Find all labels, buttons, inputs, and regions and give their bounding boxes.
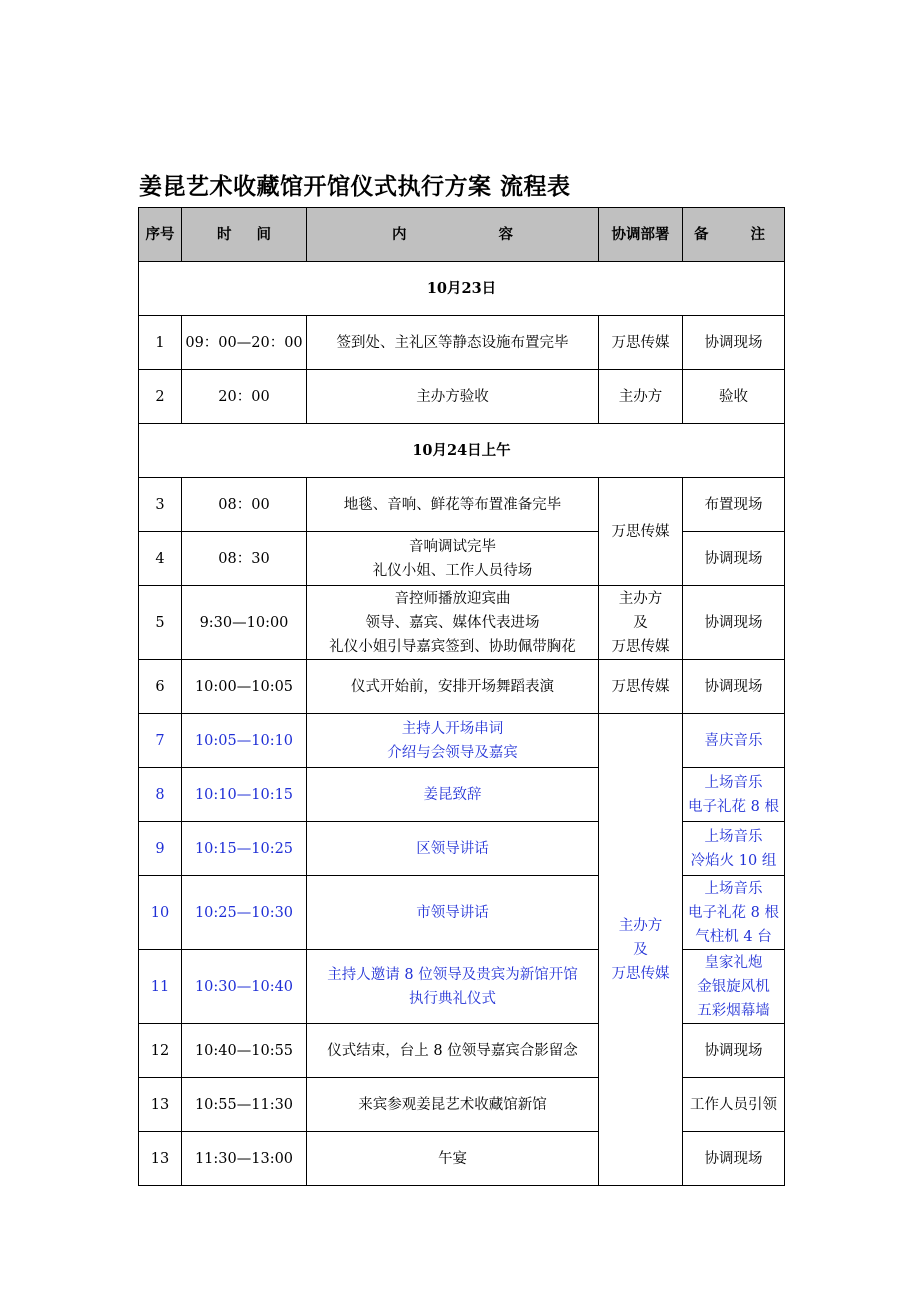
row-seq: 8 [139,768,182,822]
row-time: 10:25—10:30 [182,876,307,950]
row-time: 11:30—13:00 [182,1132,307,1186]
row-content-line: 领导、嘉宾、媒体代表进场 [365,614,540,631]
table-row [139,316,785,370]
row-seq: 13 [139,1078,182,1132]
section-date-day1: 10月23日 [139,262,785,316]
row-content: 签到处、主礼区等静态设施布置完毕 [307,316,599,370]
row-note-line: 上场音乐 [704,828,763,845]
schedule-table [138,207,785,1186]
row-time: 9:30—10:00 [182,586,307,660]
row-seq: 4 [139,532,182,586]
row-content: 来宾参观姜昆艺术收藏馆新馆 [307,1078,599,1132]
row-content: 市领导讲话 [307,876,599,950]
row-dept: 万思传媒 [599,316,683,370]
row-note [683,876,785,950]
section-row-day1 [139,262,785,316]
row-content [307,714,599,768]
row-seq: 9 [139,822,182,876]
row-content-line: 执行典礼仪式 [409,990,496,1007]
row-note-line: 五彩烟幕墙 [697,1002,770,1019]
row-content: 区领导讲话 [307,822,599,876]
row-time: 10:15—10:25 [182,822,307,876]
row-time: 10:30—10:40 [182,950,307,1024]
row-note-line: 电子礼花 8 根 [688,904,779,921]
row-note: 协调现场 [683,532,785,586]
row-content [307,950,599,1024]
row-note-line: 金银旋风机 [697,978,770,995]
row-note [683,822,785,876]
table-row [139,714,785,768]
row-content: 主办方验收 [307,370,599,424]
table-row [139,478,785,532]
header-note-part-b: 注 [750,225,765,243]
row-time: 10:00—10:05 [182,660,307,714]
header-seq: 序号 [139,208,182,262]
table-row [139,1078,785,1132]
row-note: 协调现场 [683,660,785,714]
document-title: 姜昆艺术收藏馆开馆仪式执行方案 流程表 [139,173,571,200]
header-content-part-a: 内 [392,225,407,243]
row-time: 08：30 [182,532,307,586]
row-dept-merged [599,714,683,1186]
row-note-line: 上场音乐 [704,774,763,791]
row-content: 姜昆致辞 [307,768,599,822]
section-row-day2 [139,424,785,478]
table-row [139,822,785,876]
row-dept-line: 主办方 [618,590,663,607]
row-note: 验收 [683,370,785,424]
row-note-line: 冷焰火 10 组 [690,852,777,869]
header-note [683,208,785,262]
row-note: 工作人员引领 [683,1078,785,1132]
row-note-line: 上场音乐 [704,880,763,897]
row-note-line: 皇家礼炮 [704,954,763,971]
row-note-line: 电子礼花 8 根 [688,798,779,815]
row-note: 协调现场 [683,1132,785,1186]
row-dept-line: 主办方 [618,917,663,934]
row-content-line: 礼仪小姐引导嘉宾签到、协助佩带胸花 [329,638,576,655]
row-content-line: 礼仪小姐、工作人员待场 [372,562,533,579]
row-content: 仪式开始前，安排开场舞蹈表演 [307,660,599,714]
table-row [139,1132,785,1186]
table-row [139,660,785,714]
row-note: 协调现场 [683,1024,785,1078]
row-seq: 7 [139,714,182,768]
header-time-part-a: 时 [217,225,232,243]
table-row [139,950,785,1024]
row-time: 10:10—10:15 [182,768,307,822]
row-seq: 13 [139,1132,182,1186]
row-content: 地毯、音响、鲜花等布置准备完毕 [307,478,599,532]
row-content-line: 音响调试完毕 [409,538,496,555]
row-seq: 6 [139,660,182,714]
row-note [683,768,785,822]
row-dept: 主办方 [599,370,683,424]
row-dept-line: 万思传媒 [611,638,670,655]
row-dept-merged: 万思传媒 [599,478,683,586]
row-dept [599,586,683,660]
row-dept-line: 及 [633,941,648,958]
row-content-line: 介绍与会领导及嘉宾 [387,744,518,761]
row-note: 布置现场 [683,478,785,532]
row-note: 协调现场 [683,316,785,370]
row-seq: 10 [139,876,182,950]
header-dept: 协调部署 [599,208,683,262]
row-dept: 万思传媒 [599,660,683,714]
row-time: 10:40—10:55 [182,1024,307,1078]
row-seq: 5 [139,586,182,660]
row-content [307,586,599,660]
row-content-line: 音控师播放迎宾曲 [394,590,511,607]
header-time-part-b: 间 [256,225,271,243]
row-content: 仪式结束，台上 8 位领导嘉宾合影留念 [307,1024,599,1078]
row-content [307,532,599,586]
row-seq: 2 [139,370,182,424]
row-note [683,950,785,1024]
row-time: 10:55—11:30 [182,1078,307,1132]
row-time: 09：00—20：00 [182,316,307,370]
row-seq: 1 [139,316,182,370]
row-seq: 3 [139,478,182,532]
table-row [139,768,785,822]
table-row [139,1024,785,1078]
table-header-row [139,208,785,262]
row-content-line: 主持人开场串词 [401,720,504,737]
header-content-part-b: 容 [498,225,513,243]
table-row [139,370,785,424]
row-note: 喜庆音乐 [683,714,785,768]
row-seq: 12 [139,1024,182,1078]
table-row [139,876,785,950]
row-note: 协调现场 [683,586,785,660]
row-dept-line: 及 [633,614,648,631]
row-content-line: 主持人邀请 8 位领导及贵宾为新馆开馆 [327,966,578,983]
header-content [307,208,599,262]
table-row [139,586,785,660]
row-note-line: 气柱机 4 台 [695,928,772,945]
row-dept-line: 万思传媒 [611,965,670,982]
row-content: 午宴 [307,1132,599,1186]
row-time: 20：00 [182,370,307,424]
header-time [182,208,307,262]
row-time: 08：00 [182,478,307,532]
row-time: 10:05—10:10 [182,714,307,768]
section-date-day2: 10月24日上午 [139,424,785,478]
row-seq: 11 [139,950,182,1024]
header-note-part-a: 备 [694,225,709,243]
table-row [139,532,785,586]
